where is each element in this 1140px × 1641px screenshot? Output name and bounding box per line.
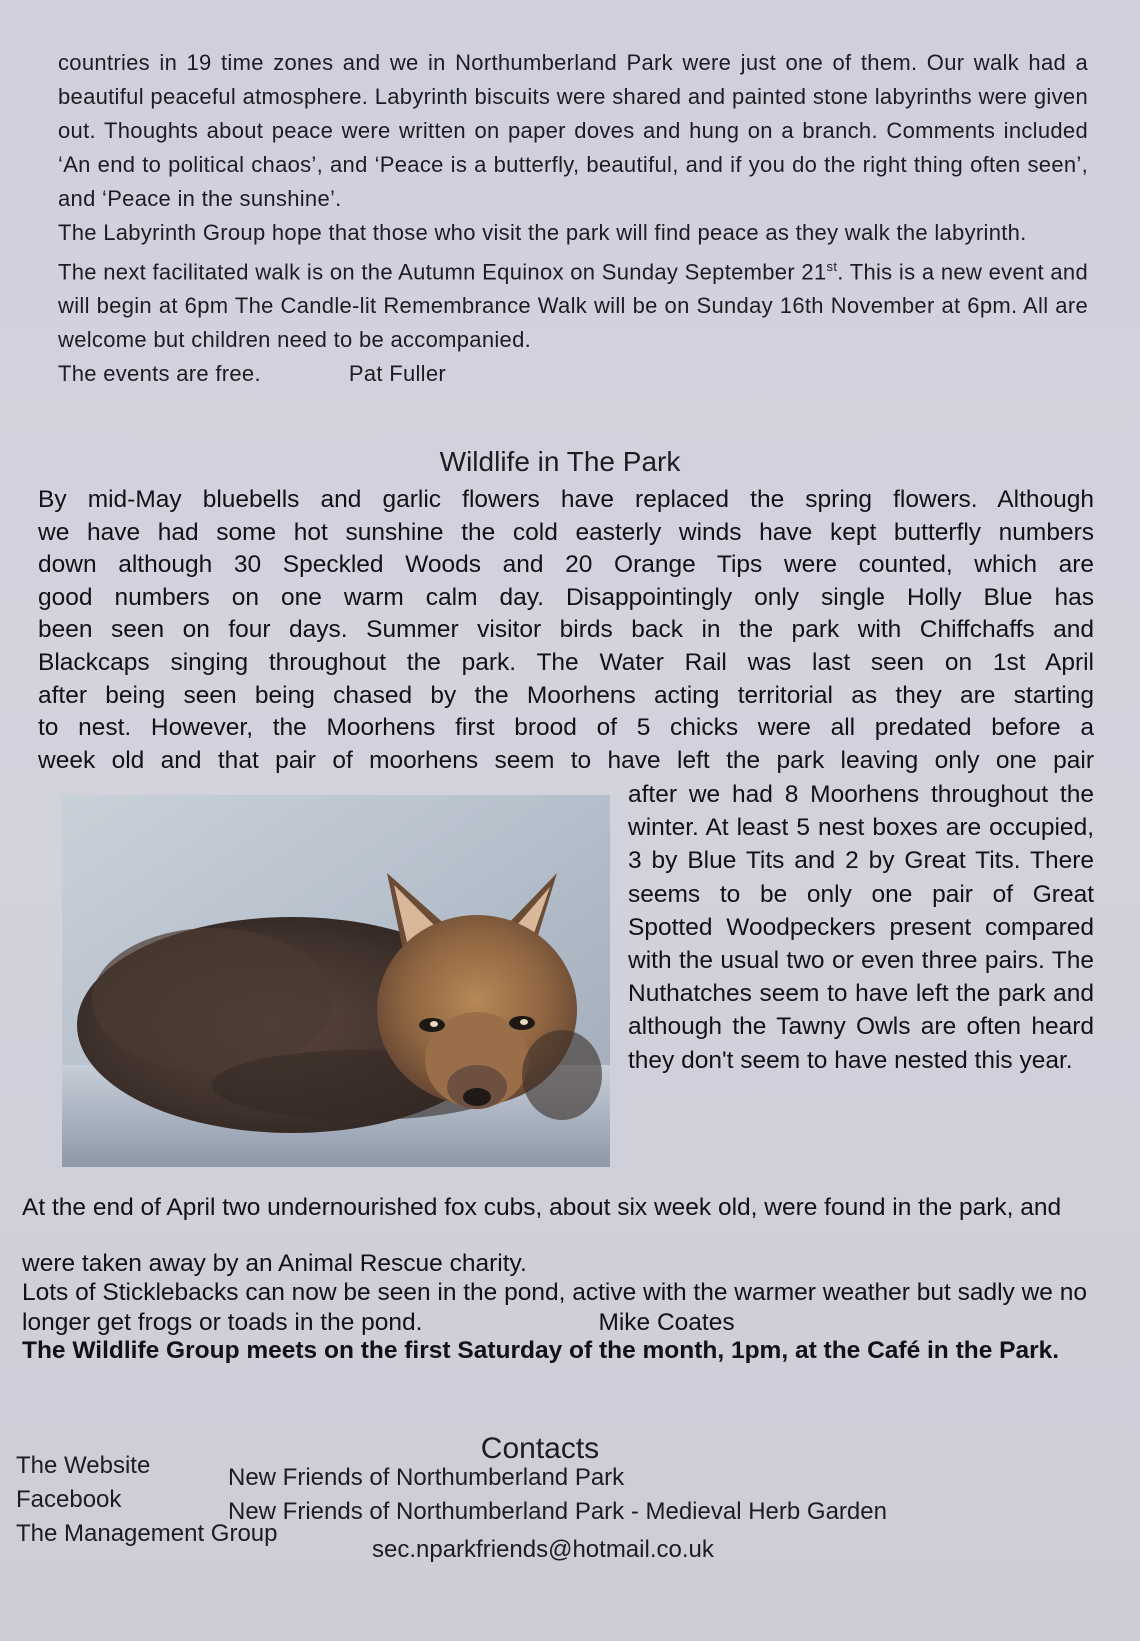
labyrinth-paragraph-2: The Labyrinth Group hope that those who visit the park will find peace as they walk the labyrinth. (58, 220, 1027, 245)
contacts-heading: Contacts (480, 1432, 600, 1465)
wildlife-intro-line: been seen on four days. Summer visitor birds back in the park with Chiffchaffs and (38, 616, 1094, 644)
wildlife-bottom (22, 1188, 1094, 1366)
labyrinth-paragraph-1: countries in 19 time zones and we in Northumberland Park were just one of them. Our walk had a beautiful peaceful atmosphere. Labyrinth biscuits were shared and painted stone labyrinths were given out. Thoughts about peace were written on paper doves and hung on a branch. Comments included ‘An end to political chaos’, and ‘Peace is a butterfly, beautiful, and if you do the right thing often seen’, and ‘Peace in the sunshine’. (58, 50, 1088, 211)
labyrinth-signature-line (58, 357, 1088, 391)
wildlife-intro-line: down although 30 Speckled Woods and 20 Orange Tips were counted, which are (38, 551, 1094, 579)
contact-value-website[interactable]: New Friends of Northumberland Park (228, 1464, 625, 1491)
wildlife-author: Mike Coates (598, 1309, 735, 1336)
labyrinth-paragraph-3: The next facilitated walk is on the Autumn Equinox on Sunday September 21st. This is a new event and will begin at 6pm The Candle-lit Remembrance Walk will be on Sunday 16th November at 6pm. All are welcome but children need to be accompanied. (58, 259, 1088, 353)
contact-value-facebook[interactable]: New Friends of Northumberland Park - Medieval Herb Garden (228, 1498, 887, 1525)
events-free-note: The events are free. (58, 361, 261, 387)
wildlife-intro-line: good numbers on one warm calm day. Disappointingly only single Holly Blue has (38, 583, 1094, 611)
fox-cub-photo (62, 795, 610, 1167)
wildlife-intro-line: week old and that pair of moorhens seem to have left the park leaving only one pair (38, 746, 1094, 774)
wildlife-intro-line: By mid-May bluebells and garlic flowers have replaced the spring flowers. Although (38, 486, 1094, 513)
contact-label-website: The Website (16, 1452, 151, 1479)
contact-value-email[interactable]: sec.nparkfriends@hotmail.co.uk (372, 1536, 714, 1563)
wildlife-intro-line: Blackcaps singing throughout the park. The Water Rail was last seen on 1st April (38, 648, 1094, 676)
labyrinth-author: Pat Fuller (348, 361, 447, 387)
wildlife-heading: Wildlife in The Park (439, 446, 681, 477)
labyrinth-section (58, 46, 1088, 391)
wildlife-side-text: after we had 8 Moorhens throughout the winter. At least 5 nest boxes are occupied, 3 by Blue Tits and 2 by Great Tits. There seems to be only one pair of Great Spotted Woodpeckers present compared with the usual two or even three pairs. The Nuthatches seem to have left the park and although the Tawny Owls are often heard they don't seem to have nested this year. (628, 781, 1094, 1074)
contact-label-management: The Management Group (16, 1520, 278, 1547)
wildlife-intro-line: after being seen being chased by the Moorhens acting territorial as they are starting (38, 681, 1094, 709)
wildlife-intro-line: we have had some hot sunshine the cold easterly winds have kept butterfly numbers (38, 518, 1094, 546)
wildlife-meeting-note: The Wildlife Group meets on the first Saturday of the month, 1pm, at the Café in the Park. (22, 1337, 1060, 1364)
wildlife-intro-line: to nest. However, the Moorhens first brood of 5 chicks were all predated before a (38, 714, 1094, 742)
stickleback-paragraph: Lots of Sticklebacks can now be seen in the pond, active with the warmer weather but sadly we no longer get frogs or toads in the pond. Mike Coates (22, 1279, 1087, 1336)
contact-label-facebook: Facebook (16, 1486, 122, 1513)
fox-cubs-paragraph: At the end of April two undernourished fox cubs, about six week old, were found in the park, and were taken away by an Animal Rescue charity. (22, 1194, 1062, 1277)
wildlife-intro (38, 484, 1094, 777)
